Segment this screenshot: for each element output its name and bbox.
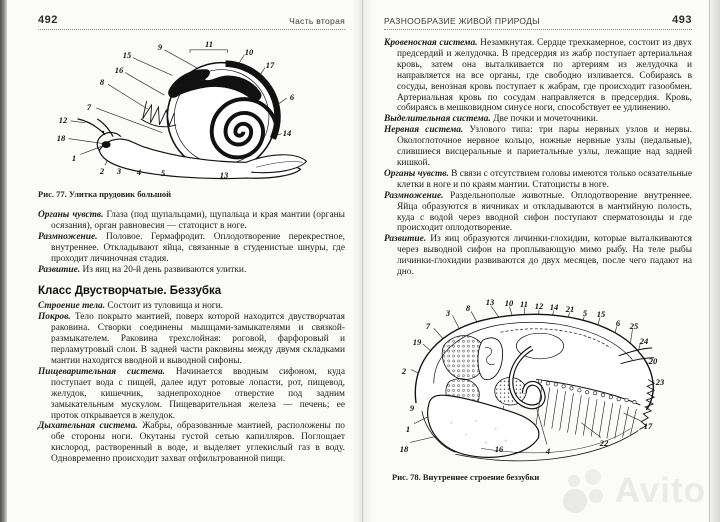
right-page-number: 493: [672, 14, 692, 26]
fig77-label: 18: [56, 132, 66, 143]
fig77-label: 15: [122, 49, 132, 60]
paragraph: [384, 114, 692, 125]
fig78-label: 4: [545, 445, 551, 456]
paragraph: [384, 234, 692, 278]
left-intro-paragraphs: [38, 210, 345, 275]
fig78-label: 11: [519, 298, 529, 309]
paragraph: [38, 265, 345, 276]
fig78-label: 21: [565, 303, 575, 314]
fig77-label: 14: [282, 127, 292, 138]
fig77-label: 12: [58, 114, 68, 125]
fig78-label: 17: [643, 420, 653, 431]
paragraph-term: Развитие.: [384, 234, 427, 245]
paragraph: [38, 312, 345, 367]
left-running-title: Часть вторая: [289, 16, 345, 26]
paragraph-text: Половое. Гермафродит. Оплодотворение перекрестное, внутреннее. Откладывают яйца, связанные в студенистые шнуры, где проходит личиночная стадия.: [51, 231, 345, 264]
fig77-label: 4: [136, 166, 142, 177]
fig78-label: 2: [401, 365, 407, 376]
right-paragraphs: [384, 38, 692, 278]
watermark-text: Avito: [614, 471, 706, 510]
fig77-label: 6: [289, 91, 295, 102]
fig78-label: 22: [599, 437, 609, 448]
fig78-label: 10: [504, 297, 514, 308]
paragraph-text: Раздельнополые животные. Оплодотворение внутреннее. Яйца образуются в яичниках и откладываются в мантийную полость, куда с водой через вводной сифон поступают сперматозоиды и где происходит оплодотворение.: [397, 190, 692, 234]
fig78-label: 24: [639, 335, 649, 346]
fig77-label: 7: [86, 101, 92, 112]
paragraph-term: Размножение.: [38, 231, 98, 242]
paragraph: [384, 125, 692, 169]
avito-logo-icon: [562, 468, 608, 514]
fig78-label: 25: [629, 320, 639, 331]
paragraph-term: Строение тела.: [38, 301, 106, 312]
page-gutter: [352, 0, 372, 522]
fig78-label: 8: [465, 302, 471, 313]
paragraph-text: Из яиц на 20-й день развиваются улитки.: [80, 264, 247, 275]
scan-right-edge: [709, 0, 720, 522]
fig78-label: 23: [655, 376, 665, 387]
paragraph-term: Нервная система.: [384, 125, 464, 136]
fig78-label: 20: [648, 355, 658, 366]
section-heading: Класс Двустворчатые. Беззубка: [38, 285, 222, 298]
fig77-label: 11: [204, 38, 214, 49]
left-page-header: [38, 14, 345, 30]
left-body-paragraphs: [38, 301, 345, 465]
fig77-label: 10: [244, 46, 254, 57]
paragraph: [38, 367, 345, 422]
fig77-label: 1: [71, 152, 77, 163]
paragraph: [384, 169, 692, 191]
paragraph-text: В связи с отсутствием головы имеются только осязательные клетки в ноге и по краям мантии. Статоцисты в ноге.: [397, 168, 692, 190]
fig78-label: 13: [485, 296, 495, 307]
paragraph-text: Состоит из туловища и ноги.: [105, 301, 223, 312]
figure-78-caption: Рис. 78. Внутреннее строение беззубки: [392, 471, 540, 482]
paragraph-term: Выделительная система.: [384, 114, 491, 125]
fig77-label: 5: [160, 167, 166, 178]
paragraph-term: Дыхательная система.: [38, 421, 138, 432]
fig78-label: 6: [615, 317, 621, 328]
fig78-label: 3: [445, 307, 451, 318]
paragraph-text: Незамкнутая. Сердце трехкамерное, состоит из двух предсердий и желудочка. В предсердия из жабр поступает артериальная кровь, затем она выталкивается по артериям из желудочка и направляется на все органы, где свободно изливается. Собираясь в сосуды, венозная кровь поступает к жабрам, где происходит газообмен. Артериальная кровь по сосудам направляется в предсердия. Кровь, собираясь в мешковидном синусе ноги, способствует ее удлинению.: [397, 38, 692, 114]
fig77-label: 9: [157, 41, 163, 52]
paragraph-text: Узлового типа: три пары нервных узлов и нервы. Окологлоточное нервное кольцо, ножные нервные узлы (педальные), слившиеся висцеральные и париетальные узлы, лежащие над задней кишкой.: [397, 125, 693, 168]
fig78-label: 9: [409, 402, 415, 413]
paragraph: [38, 210, 345, 232]
right-page-header: [384, 14, 692, 30]
paragraph-text: Жабры, образованные мантией, расположены по обе стороны ноги. Окутаны густой сетью капилляров. Поглощает кислород, растворенный в воде, и выделяет углекислый газ в воду. Одновременно происходит захват отфильтрованной пищи.: [51, 421, 345, 465]
paragraph: [384, 38, 692, 114]
paragraph: [38, 421, 345, 465]
fig77-label: 2: [99, 165, 105, 176]
fig78-label: 12: [534, 300, 544, 311]
paragraph-term: Размножение.: [384, 190, 444, 201]
paragraph-text: Две почки и мочеточники.: [490, 114, 599, 125]
snail-anatomy-illustration: [52, 36, 332, 184]
left-page: [38, 14, 345, 465]
fig77-label: 13: [219, 169, 229, 180]
figure-78-bivalve-diagram: [390, 285, 690, 467]
paragraph-term: Органы чувств.: [384, 168, 449, 179]
paragraph-term: Органы чувств.: [38, 210, 104, 220]
fig77-label: 16: [114, 64, 124, 75]
paragraph-term: Пищеварительная система.: [38, 366, 166, 377]
bivalve-anatomy-illustration: [390, 285, 690, 467]
paragraph: [38, 301, 345, 312]
left-page-number: 492: [38, 14, 58, 26]
paragraph-text: Начинается вводным сифоном, куда поступает вода с пищей, далее идут ротовые лопасти, рот, пищевод, желудок, кишечник, заднепроходное отверстие под задним замыкательным мускулом. Пищеварительная железа — печень; ее проток открывается в желудок.: [51, 366, 345, 421]
figure-77-snail-diagram: [52, 36, 332, 184]
figure-77-caption: Рис. 77. Улитка прудовик большой: [38, 189, 172, 199]
paragraph: [38, 232, 345, 265]
paragraph-text: Из яиц образуются личинки-глохидии, которые выталкиваются через выводной сифон на проплывающую мимо рыбу. На теле рыбы личинки-глохидии развиваются до двух месяцев, после чего падают на дно.: [397, 234, 692, 278]
right-page: [384, 14, 692, 482]
right-running-title: РАЗНООБРАЗИЕ ЖИВОЙ ПРИРОДЫ: [384, 16, 541, 26]
fig78-label: 14: [549, 301, 559, 312]
fig77-label: 17: [265, 59, 275, 70]
paragraph-term: Развитие.: [38, 264, 81, 275]
fig78-label: 15: [596, 308, 606, 319]
paragraph-term: Покров.: [38, 312, 71, 323]
fig77-label: 3: [116, 165, 122, 176]
fig78-label: 19: [412, 336, 422, 347]
fig78-label: 18: [399, 443, 409, 454]
paragraph-text: Глаза (под щупальцами), щупальца и края мантии (органы осязания), орган равновесия — статоцист в ноге.: [51, 210, 345, 231]
fig78-label: 16: [494, 443, 504, 454]
paragraph-term: Кровеносная система.: [384, 38, 478, 48]
paragraph: [384, 191, 692, 235]
paragraph-text: Тело покрыто мантией, поверх которой находится двустворчатая раковина. Створки соединены мышцами-замыкателями и связкой-размыкателем. Раковина трехслойная: роговой, фарфоровый и перламутровый слои. В задней части раковины между двумя складками мантии находятся вводной и выводной сифоны.: [51, 312, 345, 366]
fig78-label: 1: [405, 423, 411, 434]
fig78-label: 7: [425, 320, 431, 331]
avito-watermark: [562, 468, 706, 514]
fig78-label: 5: [582, 307, 588, 318]
fig77-label: 8: [99, 76, 105, 87]
scan-left-edge: [0, 0, 7, 522]
